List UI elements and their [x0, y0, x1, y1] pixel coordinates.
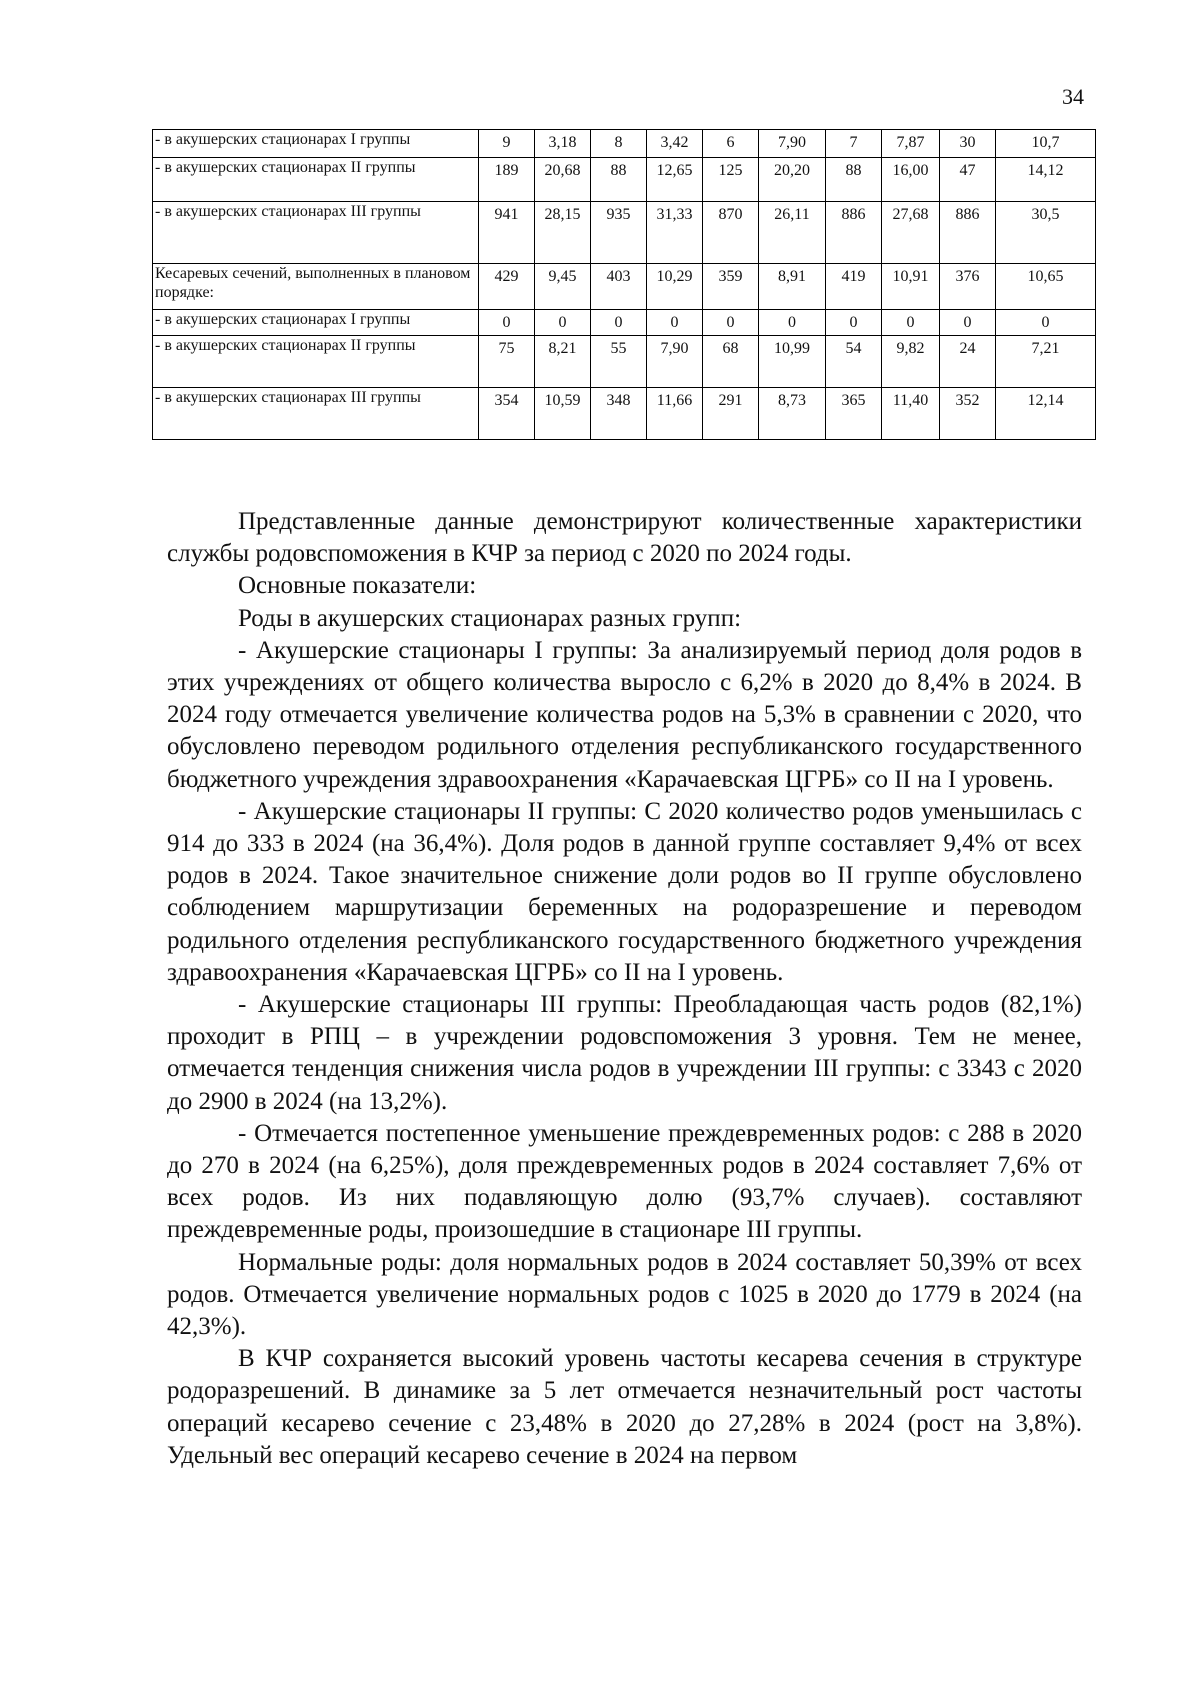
- table-cell: 7: [826, 130, 882, 158]
- table-cell: 7,90: [647, 336, 703, 388]
- table-cell: 291: [703, 388, 759, 440]
- row-label: - в акушерских стационарах II группы: [153, 158, 479, 202]
- table-cell: 47: [940, 158, 996, 202]
- statistics-table: [152, 129, 1096, 440]
- table-cell: 12,65: [647, 158, 703, 202]
- table-cell: 8: [591, 130, 647, 158]
- table-cell: 10,91: [882, 264, 940, 310]
- table-cell: 376: [940, 264, 996, 310]
- row-label: - в акушерских стационарах III группы: [153, 202, 479, 264]
- table-cell: 352: [940, 388, 996, 440]
- paragraph-group-1: - Акушерские стационары I группы: За анализируемый период доля родов в этих учреждениях от общего количества выросло с 6,2% в 2020 до 8,4% в 2024. В 2024 году отмечается увеличение количества родов на 5,3% в сравнении с 2020, что обусловлено переводом родильного отделения республиканского государственного бюджетного учреждения здравоохранения «Карачаевская ЦГРБ» со II на I уровень.: [167, 636, 1082, 793]
- table-cell: 28,15: [535, 202, 591, 264]
- paragraph-normal-births: Нормальные роды: доля нормальных родов в 2024 составляет 50,39% от всех родов. Отмечается увеличение нормальных родов с 1025 в 2020 до 1779 в 2024 (на 42,3%).: [167, 1248, 1082, 1341]
- row-label: - в акушерских стационарах III группы: [153, 388, 479, 440]
- row-label: - в акушерских стационарах I группы: [153, 310, 479, 336]
- table-cell: 7,21: [996, 336, 1096, 388]
- table-cell: 26,11: [759, 202, 826, 264]
- row-label: - в акушерских стационарах I группы: [153, 130, 479, 158]
- table-cell: 0: [535, 310, 591, 336]
- table-cell: 0: [826, 310, 882, 336]
- table-cell: 0: [996, 310, 1096, 336]
- table-cell: 54: [826, 336, 882, 388]
- table-cell: 55: [591, 336, 647, 388]
- table-cell: 403: [591, 264, 647, 310]
- table-cell: 189: [479, 158, 535, 202]
- table-cell: 20,68: [535, 158, 591, 202]
- paragraph-group-2: - Акушерские стационары II группы: С 2020 количество родов уменьшилась с 914 до 333 в 2024 (на 36,4%). Доля родов в данной группе составляет 9,4% от всех родов в 2024. Такое значительное снижение доли родов во II группе обусловлено соблюдением маршрутизации беременных на родоразрешение и переводом родильного отделения республиканского государственного бюджетного учреждения здравоохранения «Карачаевская ЦГРБ» со II на I уровень.: [167, 797, 1082, 986]
- table-cell: 9: [479, 130, 535, 158]
- table-cell: 68: [703, 336, 759, 388]
- table-cell: 11,40: [882, 388, 940, 440]
- table-cell: 9,82: [882, 336, 940, 388]
- table-cell: 886: [940, 202, 996, 264]
- table-row: [153, 264, 1096, 310]
- table-row: [153, 336, 1096, 388]
- table-cell: 27,68: [882, 202, 940, 264]
- table-cell: 0: [647, 310, 703, 336]
- table-cell: 0: [940, 310, 996, 336]
- paragraph-main-indicators: Основные показатели:: [238, 572, 477, 600]
- table-cell: 359: [703, 264, 759, 310]
- table-cell: 14,12: [996, 158, 1096, 202]
- table-cell: 0: [479, 310, 535, 336]
- table-cell: 9,45: [535, 264, 591, 310]
- table-row: [153, 388, 1096, 440]
- table-row: [153, 158, 1096, 202]
- paragraph-premature: - Отмечается постепенное уменьшение преждевременных родов: с 288 в 2020 до 270 в 2024 (на 6,25%), доля преждевременных родов в 2024 составляет 7,6% от всех родов. Из них подавляющую долю (93,7% случаев). составляют преждевременные роды, произошедшие в стационаре III группы.: [167, 1119, 1082, 1244]
- table-cell: 419: [826, 264, 882, 310]
- table-cell: 0: [759, 310, 826, 336]
- table-cell: 3,42: [647, 130, 703, 158]
- table-body: [153, 130, 1096, 440]
- table-cell: 7,87: [882, 130, 940, 158]
- table-cell: 8,91: [759, 264, 826, 310]
- row-label: - в акушерских стационарах II группы: [153, 336, 479, 388]
- paragraph-cesarean: В КЧР сохраняется высокий уровень частоты кесарева сечения в структуре родоразрешений. В динамике за 5 лет отмечается незначительный рост частоты операций кесарево сечение с 23,48% в 2020 до 27,28% в 2024 (рост на 3,8%). Удельный вес операций кесарево сечение в 2024 на первом: [167, 1345, 1082, 1469]
- table-cell: 10,7: [996, 130, 1096, 158]
- table-cell: 24: [940, 336, 996, 388]
- table-cell: 8,21: [535, 336, 591, 388]
- table-cell: 886: [826, 202, 882, 264]
- table-cell: 75: [479, 336, 535, 388]
- table-cell: 365: [826, 388, 882, 440]
- table-cell: 20,20: [759, 158, 826, 202]
- paragraph-group-3: - Акушерские стационары III группы: Преобладающая часть родов (82,1%) проходит в РПЦ – в учреждении родовспоможения 3 уровня. Тем не менее, отмечается тенденция снижения числа родов в учреждении III группы: с 3343 с 2020 до 2900 в 2024 (на 13,2%).: [167, 991, 1082, 1115]
- table-cell: 348: [591, 388, 647, 440]
- table-row: [153, 310, 1096, 336]
- table-cell: 0: [882, 310, 940, 336]
- paragraph-births-groups: Роды в акушерских стационарах разных групп:: [238, 604, 742, 632]
- table-cell: 6: [703, 130, 759, 158]
- table-cell: 88: [591, 158, 647, 202]
- table-cell: 16,00: [882, 158, 940, 202]
- table-cell: 31,33: [647, 202, 703, 264]
- table-cell: 429: [479, 264, 535, 310]
- row-label: Кесаревых сечений, выполненных в плановом порядке:: [153, 264, 479, 310]
- table-cell: 10,59: [535, 388, 591, 440]
- table-cell: 10,99: [759, 336, 826, 388]
- table-cell: 0: [591, 310, 647, 336]
- paragraph-intro: Представленные данные демонстрируют количественные характеристики службы родовспоможения в КЧР за период с 2020 по 2024 годы.: [167, 508, 1082, 568]
- table-cell: 935: [591, 202, 647, 264]
- body-text: [167, 506, 1082, 1472]
- table-cell: 870: [703, 202, 759, 264]
- table-cell: 30,5: [996, 202, 1096, 264]
- page-number: 34: [1062, 84, 1084, 109]
- table-cell: 941: [479, 202, 535, 264]
- table-cell: 10,29: [647, 264, 703, 310]
- table-cell: 3,18: [535, 130, 591, 158]
- table-cell: 11,66: [647, 388, 703, 440]
- table-cell: 30: [940, 130, 996, 158]
- table-cell: 0: [703, 310, 759, 336]
- table-cell: 125: [703, 158, 759, 202]
- table-cell: 7,90: [759, 130, 826, 158]
- table-cell: 88: [826, 158, 882, 202]
- table-cell: 354: [479, 388, 535, 440]
- table-row: [153, 130, 1096, 158]
- table-row: [153, 202, 1096, 264]
- table-cell: 8,73: [759, 388, 826, 440]
- table-cell: 12,14: [996, 388, 1096, 440]
- table-cell: 10,65: [996, 264, 1096, 310]
